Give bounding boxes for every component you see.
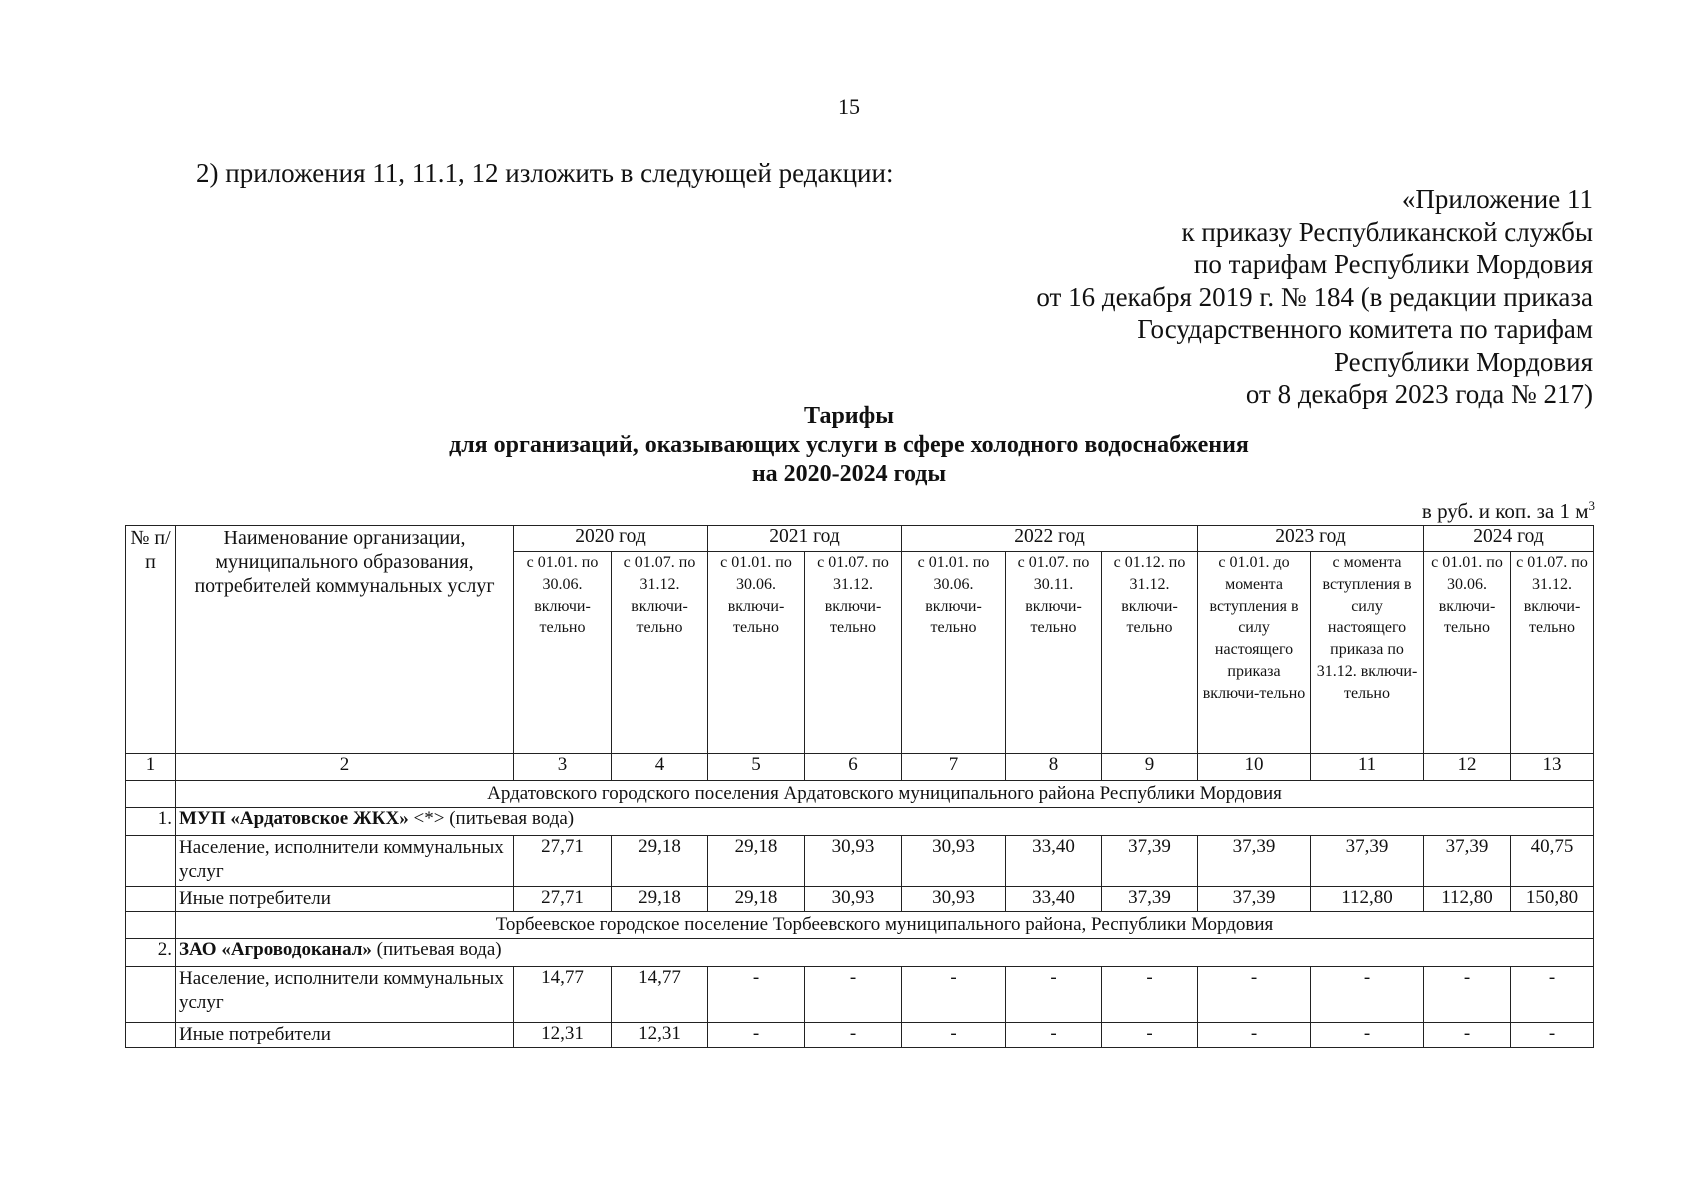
column-index: 6 — [805, 754, 902, 781]
header-year: 2021 год — [708, 526, 902, 552]
header-year: 2023 год — [1198, 526, 1424, 552]
tariff-value: - — [1102, 967, 1198, 1023]
tariff-value: 30,93 — [902, 887, 1006, 912]
org-name: МУП «Ардатовское ЖКХ» — [179, 808, 409, 829]
appendix-line: «Приложение 11 — [1401, 184, 1593, 214]
organization-row — [126, 808, 1594, 836]
tariff-value: 112,80 — [1311, 887, 1424, 912]
header-period: с 01.07. по 31.12. включи-тельно — [1511, 552, 1594, 754]
tariff-value: - — [1311, 1023, 1424, 1048]
appendix-line: к приказу Республиканской службы — [1181, 216, 1593, 247]
header-period: с момента вступления в силу настоящего приказа по 31.12. включи-тельно — [1311, 552, 1424, 754]
tariff-value: - — [1198, 1023, 1311, 1048]
tariff-value: 37,39 — [1311, 836, 1424, 887]
tariff-value: 40,75 — [1511, 836, 1594, 887]
consumer-name: Население, исполнители коммунальных услуг — [176, 967, 514, 1023]
appendix-line: Республики Мордовия — [1333, 346, 1593, 377]
organization-row — [126, 939, 1594, 967]
org-cell — [176, 939, 1594, 967]
appendix-reference — [1036, 183, 1593, 411]
appendix-line: по тарифам Республики Мордовия — [1193, 249, 1593, 279]
tariff-value: 27,71 — [514, 836, 612, 887]
section-title: Торбеевское городское поселение Торбеевского муниципального района, Республики Мордовия — [176, 912, 1594, 939]
header-year: 2022 год — [902, 526, 1198, 552]
header-period: с 01.07. по 30.11. включи-тельно — [1006, 552, 1102, 754]
org-name: ЗАО «Агроводоканал» — [179, 939, 372, 960]
tariff-value: - — [1511, 967, 1594, 1023]
tariff-value: - — [805, 967, 902, 1023]
tariff-value: 29,18 — [612, 836, 708, 887]
column-index: 7 — [902, 754, 1006, 781]
table-row — [126, 887, 1594, 912]
tariff-value: - — [902, 1023, 1006, 1048]
empty-cell — [126, 836, 176, 887]
header-years-row — [126, 526, 1594, 552]
appendix-line: от 8 декабря 2023 года № 217) — [1245, 379, 1593, 409]
org-cell — [176, 808, 1594, 836]
tariff-value: 112,80 — [1424, 887, 1511, 912]
tariff-value: 29,18 — [612, 887, 708, 912]
title-line: на 2020-2024 годы — [751, 461, 947, 487]
tariff-value: 30,93 — [902, 836, 1006, 887]
column-index: 9 — [1102, 754, 1198, 781]
empty-cell — [126, 967, 176, 1023]
empty-cell — [126, 1023, 176, 1048]
tariff-value: 14,77 — [612, 967, 708, 1023]
tariff-value: 12,31 — [612, 1023, 708, 1048]
tariff-value: 29,18 — [708, 887, 805, 912]
table-row — [126, 1023, 1594, 1048]
column-index: 11 — [1311, 754, 1424, 781]
column-index: 12 — [1424, 754, 1511, 781]
header-period: с 01.01. по 30.06. включи-тельно — [514, 552, 612, 754]
tariff-value: - — [902, 967, 1006, 1023]
column-index: 1 — [126, 754, 176, 781]
tariff-value: 33,40 — [1006, 887, 1102, 912]
section-row — [126, 781, 1594, 808]
page-number: 15 — [838, 94, 860, 119]
header-period: с 01.01. по 30.06. включи-тельно — [1424, 552, 1511, 754]
tariff-value: 33,40 — [1006, 836, 1102, 887]
header-year: 2024 год — [1424, 526, 1594, 552]
tariff-value: - — [805, 1023, 902, 1048]
column-index: 4 — [612, 754, 708, 781]
column-index-row — [126, 754, 1594, 781]
title-line: Тарифы — [804, 403, 894, 429]
table-row — [126, 967, 1594, 1023]
header-period: с 01.01. по 30.06. включи-тельно — [708, 552, 805, 754]
header-period: с 01.01. до момента вступления в силу настоящего приказа включи-тельно — [1198, 552, 1311, 754]
tariff-value: 30,93 — [805, 836, 902, 887]
tariff-value: - — [1198, 967, 1311, 1023]
tariff-value: 37,39 — [1102, 887, 1198, 912]
header-period: с 01.01. по 30.06. включи-тельно — [902, 552, 1006, 754]
table-row — [126, 836, 1594, 887]
tariff-value: - — [1006, 967, 1102, 1023]
tariff-value: - — [1511, 1023, 1594, 1048]
title-line: для организаций, оказывающих услуги в сфере холодного водоснабжения — [449, 432, 1249, 458]
document-title — [0, 402, 1698, 489]
tariff-value: 27,71 — [514, 887, 612, 912]
section-row — [126, 912, 1594, 939]
column-index: 5 — [708, 754, 805, 781]
consumer-name: Население, исполнители коммунальных услуг — [176, 836, 514, 887]
header-period: с 01.12. по 31.12. включи-тельно — [1102, 552, 1198, 754]
tariff-value: - — [1102, 1023, 1198, 1048]
tariff-value: 37,39 — [1198, 836, 1311, 887]
header-num: № п/п — [126, 526, 176, 754]
org-suffix: <*> (питьевая вода) — [408, 808, 575, 829]
tariff-value: 12,31 — [514, 1023, 612, 1048]
units-note — [1422, 498, 1595, 524]
column-index: 3 — [514, 754, 612, 781]
org-number: 2. — [126, 939, 176, 967]
tariff-value: 30,93 — [805, 887, 902, 912]
units-text: в руб. и коп. за 1 м — [1421, 499, 1589, 523]
tariff-value: 37,39 — [1102, 836, 1198, 887]
section-title: Ардатовского городского поселения Ардатовского муниципального района Республики Мордовия — [176, 781, 1594, 808]
intro-text: 2) приложения 11, 11.1, 12 изложить в следующей редакции: — [196, 158, 894, 188]
column-index: 10 — [1198, 754, 1311, 781]
tariff-value: - — [708, 967, 805, 1023]
empty-cell — [126, 781, 176, 808]
appendix-line: от 16 декабря 2019 г. № 184 (в редакции приказа — [1036, 281, 1593, 312]
header-name: Наименование организации, муниципального образования, потребителей коммунальных услуг — [176, 526, 514, 754]
appendix-line: Государственного комитета по тарифам — [1137, 314, 1593, 344]
column-index: 8 — [1006, 754, 1102, 781]
tariff-value: 37,39 — [1198, 887, 1311, 912]
units-sup: 3 — [1588, 498, 1595, 513]
tariff-value: - — [708, 1023, 805, 1048]
column-index: 2 — [176, 754, 514, 781]
empty-cell — [126, 887, 176, 912]
tariff-value: 14,77 — [514, 967, 612, 1023]
tariff-value: - — [1311, 967, 1424, 1023]
header-period: с 01.07. по 31.12. включи-тельно — [612, 552, 708, 754]
consumer-name: Иные потребители — [176, 1023, 514, 1048]
tariff-value: - — [1424, 967, 1511, 1023]
column-index: 13 — [1511, 754, 1594, 781]
header-year: 2020 год — [514, 526, 708, 552]
tariff-value: - — [1006, 1023, 1102, 1048]
header-period: с 01.07. по 31.12. включи-тельно — [805, 552, 902, 754]
consumer-name: Иные потребители — [176, 887, 514, 912]
empty-cell — [126, 912, 176, 939]
tariff-value: - — [1424, 1023, 1511, 1048]
org-suffix: (питьевая вода) — [371, 939, 502, 960]
org-number: 1. — [126, 808, 176, 836]
tariff-value: 150,80 — [1511, 887, 1594, 912]
tariff-value: 37,39 — [1424, 836, 1511, 887]
tariff-table — [125, 525, 1594, 1048]
tariff-value: 29,18 — [708, 836, 805, 887]
